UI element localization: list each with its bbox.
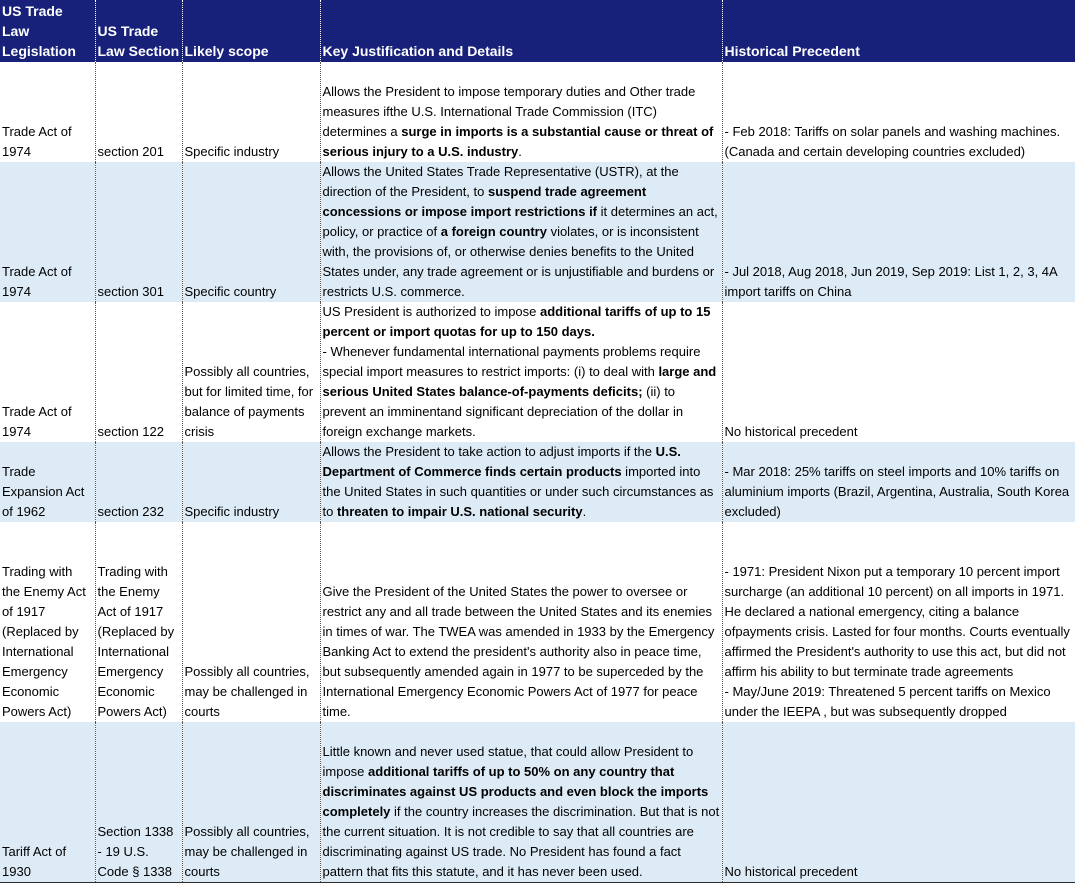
justification-paragraph (323, 302, 720, 342)
table-row (0, 162, 1075, 302)
header-justification-label: Key Justification and Details (322, 43, 514, 59)
justification-paragraph (323, 342, 720, 442)
justification-text: Allows the President to impose temporary duties and Other trade measures ifthe U.S. International Trade Commission (ITC) determines a (322, 84, 696, 139)
scope-cell-text: Specific country (184, 284, 277, 299)
precedent-cell-text: - Feb 2018: Tariffs on solar panels and washing machines. (Canada and certain developing countries excluded) (724, 124, 1061, 159)
justification-cell[interactable] (320, 162, 722, 302)
justification-text: if the country increases the discrimination. But that is not the current situation. It is not credible to say that all countries are discriminating against US trade. No President has found a fact pattern that fits this statute, and it has never been used. (322, 803, 720, 879)
precedent-cell[interactable] (722, 62, 1075, 162)
precedent-cell-text: - 1971: President Nixon put a temporary 10 percent import surcharge (an additional 10 percent) on all imports in 1971. He declared a national emergency, citing a balance ofpayments crisis. Lasted for four months. Courts eventually affirmed the President's authority to use this act, but did not affirm his ability to but terminate trade agreements (724, 564, 1070, 679)
scope-cell[interactable] (182, 62, 320, 162)
legislation-cell-text: 1974 (2, 424, 31, 439)
header-legislation-line: Legislation (2, 43, 76, 59)
precedent-cell[interactable] (722, 442, 1075, 522)
section-cell[interactable] (95, 442, 182, 522)
header-row (0, 0, 1075, 62)
scope-cell-text: Possibly all countries, may be challenged in courts (184, 664, 310, 719)
precedent-cell[interactable] (722, 302, 1075, 442)
justification-bold-text: additional tariffs of up to 50% on any country that discriminates against US products and even block the imports completely (322, 763, 709, 819)
legislation-cell-text: 1930 (2, 863, 31, 879)
justification-bold-text: large and serious United States balance-of-payments deficits; (322, 364, 717, 399)
legislation-cell[interactable] (0, 302, 95, 442)
precedent-cell-text: No historical precedent (724, 424, 858, 439)
section-cell[interactable] (95, 302, 182, 442)
justification-bold-text: threaten to impair U.S. national security (336, 504, 583, 519)
justification-text: Allows the United States Trade Representative (USTR), at the direction of the President, to (322, 164, 679, 199)
legislation-cell-text: Trade Expansion Act of 1962 (2, 464, 85, 519)
header-scope-label: Likely scope (184, 43, 269, 59)
legislation-cell-text: 1974 (2, 144, 31, 159)
section-cell[interactable] (95, 722, 182, 882)
legislation-cell-text: 1974 (2, 284, 31, 299)
justification-text: it determines an act, policy, or practice of (322, 204, 718, 239)
justification-bold-text: suspend trade agreement concessions or impose import restrictions if (322, 184, 647, 219)
section-cell[interactable] (95, 522, 182, 722)
justification-bold-text: U.S. Department of Commerce finds certain products (322, 444, 681, 479)
justification-text: violates, or is inconsistent with, the provisions of, or otherwise denies benefits to the United States under, any trade agreement or is unjustifiable and burdens or restricts U.S. commerce. (322, 224, 715, 299)
legislation-cell[interactable] (0, 62, 95, 162)
header-precedent-label: Historical Precedent (724, 43, 860, 59)
header-legislation[interactable] (0, 0, 95, 62)
justification-text: Give the President of the United States the power to oversee or restrict any and all trade between the United States and its enemies in times of war. The TWEA was amended in 1933 by the Emergency Banking Act to extend the president's authority also in peace time, but subsequently amended again in 1977 to be superceded by the International Emergency Economic Powers Act of 1977 for peace time. (322, 584, 715, 719)
header-scope[interactable] (182, 0, 320, 62)
justification-paragraph (323, 82, 720, 162)
scope-cell[interactable] (182, 162, 320, 302)
legislation-cell-text: Trade Act of (2, 404, 72, 419)
justification-paragraph (323, 742, 720, 882)
justification-text: Little known and never used statue, that could allow President to impose (322, 743, 694, 779)
section-cell-text: section 301 (97, 284, 164, 299)
scope-cell[interactable] (182, 522, 320, 722)
precedent-cell-text: No historical precedent (724, 863, 858, 879)
legislation-cell[interactable] (0, 522, 95, 722)
legislation-cell-text: Trade Act of (2, 264, 72, 279)
table-row (0, 522, 1075, 722)
header-justification[interactable] (320, 0, 722, 62)
legislation-cell[interactable] (0, 162, 95, 302)
justification-text: US President is authorized to impose (322, 304, 540, 319)
legislation-cell-text: Trade Act of (2, 124, 72, 139)
section-cell[interactable] (95, 162, 182, 302)
justification-cell[interactable] (320, 62, 722, 162)
table-row (0, 442, 1075, 522)
section-cell-text: section 232 (97, 504, 164, 519)
scope-cell[interactable] (182, 722, 320, 882)
precedent-cell-text: - Jul 2018, Aug 2018, Jun 2019, Sep 2019: List 1, 2, 3, 4A import tariffs on China (724, 264, 1057, 299)
scope-cell[interactable] (182, 442, 320, 522)
justification-text: (ii) to prevent an imminentand significant depreciation of the dollar in foreign exchange markets. (322, 384, 684, 439)
header-legislation-line: US Trade Law (2, 3, 63, 39)
justification-text: imported into the United States in such quantities or under such circumstances as to (322, 464, 714, 519)
justification-bold-text: a foreign country (440, 224, 547, 239)
justification-cell[interactable] (320, 302, 722, 442)
section-cell-text: section 201 (97, 144, 164, 159)
legislation-cell[interactable] (0, 442, 95, 522)
section-cell[interactable] (95, 62, 182, 162)
header-section[interactable] (95, 0, 182, 62)
scope-cell[interactable] (182, 302, 320, 442)
precedent-cell[interactable] (722, 722, 1075, 882)
justification-cell[interactable] (320, 722, 722, 882)
scope-cell-text: Possibly all countries, may be challenged in courts (184, 823, 310, 879)
table-row (0, 302, 1075, 442)
justification-text: . (518, 144, 522, 159)
justification-text: - Whenever fundamental international payments problems require special import measures to restrict imports: (i) to deal with (322, 344, 701, 379)
section-cell-text: Trading with the Enemy Act of 1917 (Replaced by International Emergency Economic Powers Act) (97, 564, 175, 719)
precedent-cell-text: - May/June 2019: Threatened 5 percent tariffs on Mexico under the IEEPA , but was subsequently dropped (724, 684, 1051, 719)
table-row (0, 722, 1075, 882)
header-precedent[interactable] (722, 0, 1075, 62)
legislation-cell-text: Tariff Act of (2, 843, 67, 859)
legislation-cell-text: Trading with the Enemy Act of 1917 (Replaced by International Emergency Economic Powers Act) (2, 564, 86, 719)
justification-cell[interactable] (320, 442, 722, 522)
scope-cell-text: Specific industry (184, 504, 280, 519)
justification-text: . (582, 504, 587, 519)
scope-cell-text: Specific industry (184, 144, 280, 159)
section-cell-text: Section 1338 - 19 U.S. Code § 1338 (97, 823, 174, 879)
justification-paragraph (323, 582, 720, 722)
scope-cell-text: Possibly all countries, but for limited time, for balance of payments crisis (184, 364, 314, 439)
justification-bold-text: additional tariffs of up to 15 percent or import quotas for up to 150 days. (322, 304, 711, 339)
justification-paragraph (323, 442, 720, 522)
precedent-cell[interactable] (722, 522, 1075, 722)
header-section-line: US Trade (97, 23, 159, 39)
precedent-cell-text: - Mar 2018: 25% tariffs on steel imports and 10% tariffs on aluminium imports (Brazil, Argentina, Australia, South Korea excluded) (724, 464, 1070, 519)
justification-bold-text: surge in imports is a substantial cause or threat of serious injury to a U.S. industry (322, 124, 714, 159)
justification-paragraph (323, 162, 720, 302)
table-row (0, 62, 1075, 162)
precedent-cell[interactable] (722, 162, 1075, 302)
justification-cell[interactable] (320, 522, 722, 722)
legislation-cell[interactable] (0, 722, 95, 882)
header-section-line: Law Section (97, 43, 180, 59)
section-cell-text: section 122 (97, 424, 164, 439)
justification-text: Allows the President to take action to adjust imports if the (322, 444, 656, 459)
